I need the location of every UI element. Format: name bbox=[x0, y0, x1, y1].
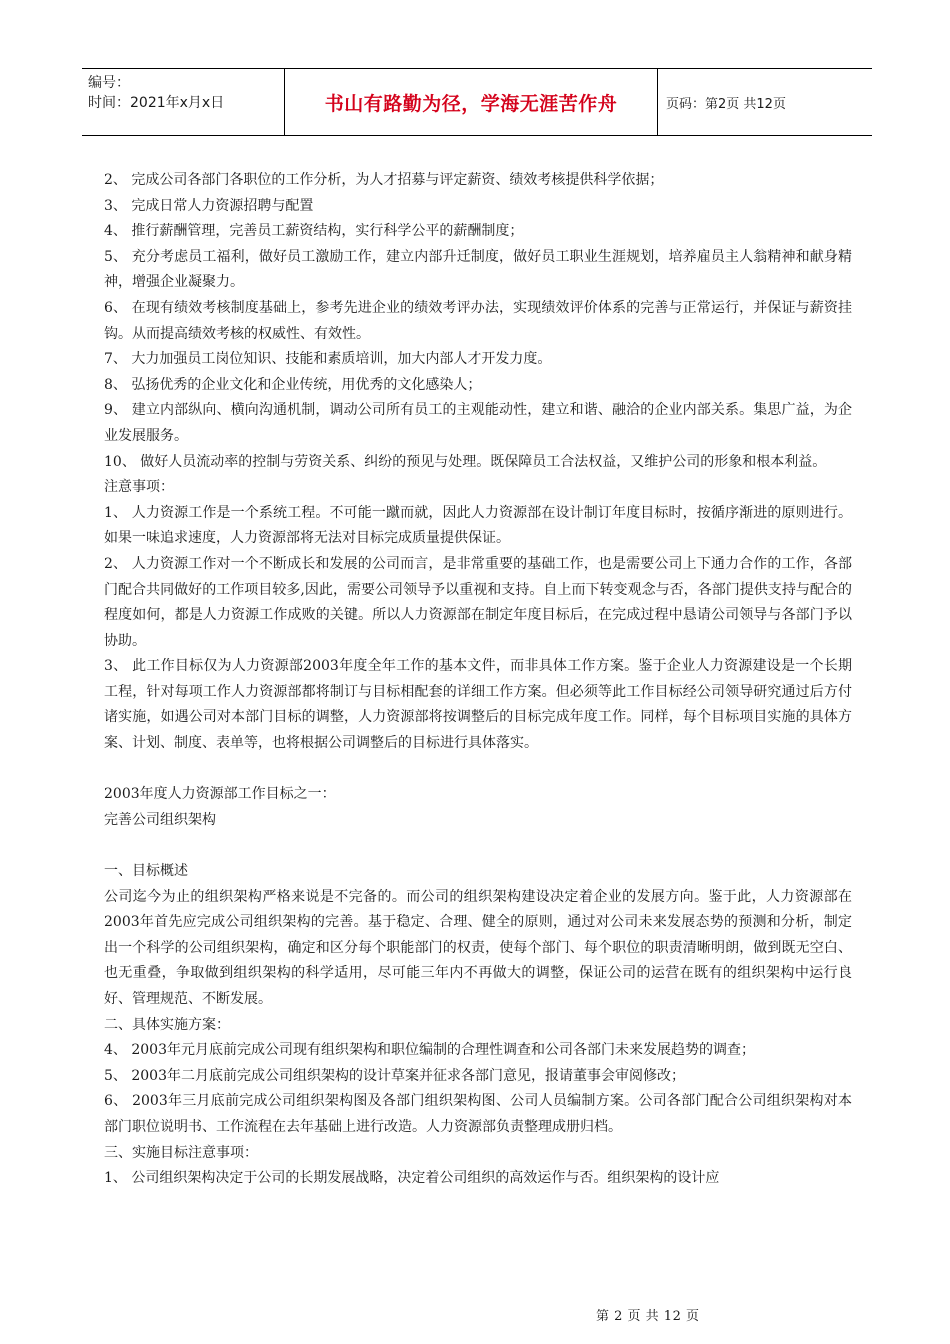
body-paragraph: 6、 在现有绩效考核制度基础上，参考先进企业的绩效考评办法，实现绩效评价体系的完善与正常运行，并保证与薪资挂钩。从而提高绩效考核的权威性、有效性。 bbox=[104, 299, 852, 342]
body-paragraph: 5、 充分考虑员工福利，做好员工激励工作，建立内部升迁制度，做好员工职业生涯规划，培养雇员主人翁精神和献身精神，增强企业凝聚力。 bbox=[104, 248, 852, 291]
blank-line bbox=[104, 757, 852, 783]
body-paragraph: 4、 2003年元月底前完成公司现有组织架构和职位编制的合理性调查和公司各部门未来发展趋势的调查； bbox=[104, 1042, 755, 1059]
body-paragraph: 5、 2003年二月底前完成公司组织架构的设计草案并征求各部门意见，报请董事会审阅修改； bbox=[104, 1067, 685, 1084]
page-header bbox=[82, 68, 872, 136]
body-paragraph: 注意事项： bbox=[104, 479, 174, 496]
header-motto: 书山有路勤为径，学海无涯苦作舟 bbox=[285, 69, 658, 135]
document-number-label: 编号： bbox=[88, 75, 130, 91]
blank-line bbox=[104, 833, 852, 859]
body-paragraph: 7、 大力加强员工岗位知识、技能和素质培训，加大内部人才开发力度。 bbox=[104, 351, 552, 368]
body-paragraph: 三、实施目标注意事项： bbox=[104, 1144, 258, 1161]
body-paragraph: 8、 弘扬优秀的企业文化和企业传统，用优秀的文化感染人； bbox=[104, 376, 482, 393]
body-paragraph: 公司迄今为止的组织架构严格来说是不完备的。而公司的组织架构建设决定着企业的发展方向。鉴于此，人力资源部在2003年首先应完成公司组织架构的完善。基于稳定、合理、健全的原则，通过对公司未来发展态势的预测和分析，制定出一个科学的公司组织架构，确定和区分每个职能部门的权责，使每个部门、每个职位的职责清晰明朗，做到既无空白、也无重叠，争取做到组织架构的科学适用，尽可能三年内不再做大的调整，保证公司的运营在既有的组织架构中运行良好、管理规范、不断发展。 bbox=[104, 888, 852, 1007]
body-paragraph: 1、 人力资源工作是一个系统工程。不可能一蹴而就，因此人力资源部在设计制订年度目标时，按循序渐进的原则进行。如果一味追求速度，人力资源部将无法对目标完成质量提供保证。 bbox=[104, 504, 852, 547]
body-paragraph: 完善公司组织架构 bbox=[104, 811, 216, 828]
body-paragraph: 9、 建立内部纵向、横向沟通机制，调动公司所有员工的主观能动性，建立和谐、融洽的企业内部关系。集思广益，为企业发展服务。 bbox=[104, 402, 852, 444]
body-paragraph: 3、 此工作目标仅为人力资源部2003年度全年工作的基本文件，而非具体工作方案。鉴于企业人力资源建设是一个长期工程，针对每项工作人力资源部都将制订与目标相配套的详细工作方案。但必须等此工作目标经公司领导研究通过后方付诸实施，如遇公司对本部门目标的调整，人力资源部将按调整后的目标完成年度工作。同样，每个目标项目实施的具体方案、计划、制度、表单等，也将根据公司调整后的目标进行具体落实。 bbox=[104, 658, 852, 752]
header-page-info: 页码：第2页 共12页 bbox=[666, 96, 786, 112]
body-paragraph: 二、具体实施方案： bbox=[104, 1016, 230, 1033]
body-paragraph: 3、 完成日常人力资源招聘与配置 bbox=[104, 197, 314, 214]
body-paragraph: 2、 人力资源工作对一个不断成长和发展的公司而言，是非常重要的基础工作，也是需要公司上下通力合作的工作，各部门配合共同做好的工作项目较多,因此，需要公司领导予以重视和支持。自上而下转变观念与否，各部门提供支持与配合的程度如何，都是人力资源工作成败的关键。所以人力资源部在制定年度目标后，在完成过程中恳请公司领导与各部门予以协助。 bbox=[104, 555, 852, 649]
body-paragraph: 一、目标概述 bbox=[104, 863, 188, 880]
body-paragraph: 10、 做好人员流动率的控制与劳资关系、纠纷的预见与处理。既保障员工合法权益，又维护公司的形象和根本利益。 bbox=[104, 453, 827, 470]
body-paragraph: 2、 完成公司各部门各职位的工作分析，为人才招募与评定薪资、绩效考核提供科学依据； bbox=[104, 172, 664, 188]
body-paragraph: 4、 推行薪酬管理，完善员工薪资结构，实行科学公平的薪酬制度； bbox=[104, 223, 524, 240]
body-paragraph: 2003年度人力资源部工作目标之一： bbox=[104, 786, 336, 803]
document-date-label: 时间：2021年x月x日 bbox=[88, 95, 225, 111]
document-body bbox=[104, 168, 852, 1192]
body-paragraph: 1、 公司组织架构决定于公司的长期发展战略，决定着公司组织的高效运作与否。组织架构的设计应 bbox=[104, 1170, 720, 1187]
header-meta bbox=[82, 69, 285, 135]
body-paragraph: 6、 2003年三月底前完成公司组织架构图及各部门组织架构图、公司人员编制方案。公司各部门配合公司组织架构对本部门职位说明书、工作流程在去年基础上进行改造。人力资源部负责整理成册归档。 bbox=[104, 1093, 852, 1135]
page-footer: 第 2 页 共 12 页 bbox=[596, 1309, 700, 1324]
